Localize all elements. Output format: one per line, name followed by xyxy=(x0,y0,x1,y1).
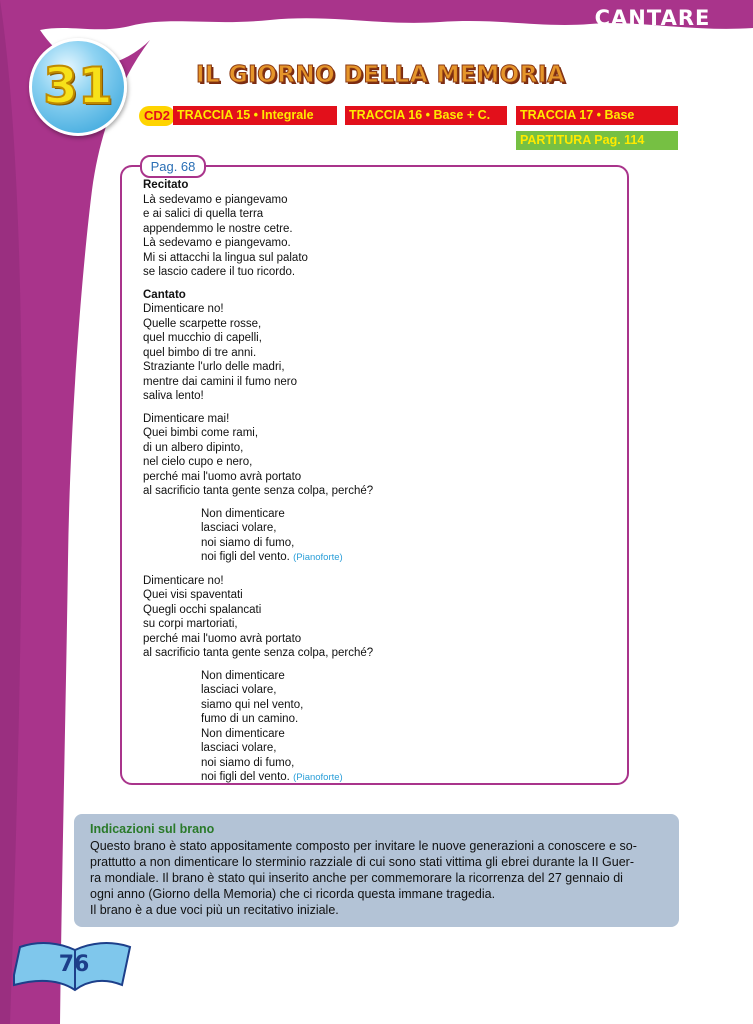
refrain-line: Non dimenticare xyxy=(201,669,285,682)
lyric-line: Quei visi spaventati xyxy=(143,589,243,601)
page-title: IL GIORNO DELLA MEMORIA xyxy=(196,62,566,88)
info-text xyxy=(90,838,670,918)
lyric-line: nel cielo cupo e nero, xyxy=(143,456,253,468)
lyric-line: Quelle scarpette rosse, xyxy=(143,317,262,330)
refrain-line: noi siamo di fumo, xyxy=(201,756,295,769)
lyric-line: perché mai l'uomo avrà portato xyxy=(143,632,302,645)
refrain-text: noi figli del vento. xyxy=(201,771,290,783)
lyric-line: quel bimbo di tre anni. xyxy=(143,346,257,359)
lyric-line: Dimenticare no! xyxy=(143,574,224,587)
refrain-line: fumo di un camino. xyxy=(201,713,299,725)
refrain-line: Non dimenticare xyxy=(201,507,285,520)
refrain-line xyxy=(143,550,373,566)
lyric-line: Dimenticare mai! xyxy=(143,412,230,425)
refrain-text: noi figli del vento. xyxy=(201,551,290,563)
lyric-line: quel mucchio di capelli, xyxy=(143,332,262,344)
info-line: prattutto a non dimenticare lo sterminio razziale di cui sono stati vittima gli ebrei durante la II Guer- xyxy=(90,855,635,869)
lyric-line: al sacrificio tanta gente senza colpa, perché? xyxy=(143,485,374,497)
page-number: 76 xyxy=(58,952,90,977)
info-title: Indicazioni sul brano xyxy=(90,822,215,836)
lyric-line: Dimenticare no! xyxy=(143,303,224,315)
track-17-tag: TRACCIA 17 • Base xyxy=(516,106,678,125)
track-16-tag: TRACCIA 16 • Base + C. xyxy=(345,106,507,125)
cantato-heading: Cantato xyxy=(143,288,186,301)
refrain-line: Non dimenticare xyxy=(201,727,285,740)
refrain-line: siamo qui nel vento, xyxy=(201,698,304,711)
lyric-line: mentre dai camini il fumo nero xyxy=(143,375,298,388)
lyric-line: appendemmo le nostre cetre. xyxy=(143,222,293,235)
info-line: Il brano è a due voci più un recitativo iniziale. xyxy=(90,903,339,917)
instrument-note: (Pianoforte) xyxy=(293,772,343,783)
lyric-line: di un albero dipinto, xyxy=(143,441,244,454)
lyric-line: Quegli occhi spalancati xyxy=(143,603,262,616)
unit-number: 31 xyxy=(43,57,113,115)
cd-label: CD2 xyxy=(139,106,175,126)
track-15-tag: TRACCIA 15 • Integrale xyxy=(173,106,337,125)
recitato-heading: Recitato xyxy=(143,179,189,191)
lyric-line: perché mai l'uomo avrà portato xyxy=(143,470,302,483)
lyric-line: Straziante l'urlo delle madri, xyxy=(143,361,285,373)
refrain-line: lasciaci volare, xyxy=(201,684,277,696)
lyric-line: Quei bimbi come rami, xyxy=(143,427,259,439)
info-line: Questo brano è stato appositamente composto per invitare le nuove generazioni a conoscere e so- xyxy=(90,839,637,853)
lyric-line: al sacrificio tanta gente senza colpa, perché? xyxy=(143,647,374,659)
lyric-line: se lascio cadere il tuo ricordo. xyxy=(143,266,296,278)
lyric-line: Là sedevamo e piangevamo. xyxy=(143,237,291,249)
refrain-line: lasciaci volare, xyxy=(201,522,277,534)
info-line: ra mondiale. Il brano è stato qui inserito anche per commemorare la ricorrenza del 27 gennaio di xyxy=(90,871,623,885)
lyric-line: e ai salici di quella terra xyxy=(143,208,264,220)
instrument-note: (Pianoforte) xyxy=(293,552,343,563)
score-tag: PARTITURA Pag. 114 xyxy=(516,131,678,150)
lyric-line: Mi si attacchi la lingua sul palato xyxy=(143,251,308,264)
refrain-line xyxy=(143,770,373,786)
refrain-line: lasciaci volare, xyxy=(201,742,277,754)
section-label: CANTARE xyxy=(594,6,711,30)
lyric-line: saliva lento! xyxy=(143,390,204,402)
lyric-line: Là sedevamo e piangevamo xyxy=(143,193,288,206)
info-line: ogni anno (Giorno della Memoria) che ci ricorda questa immane tragedia. xyxy=(90,887,496,901)
page-reference: Pag. 68 xyxy=(140,155,206,178)
refrain-line: noi siamo di fumo, xyxy=(201,536,295,549)
lyric-line: su corpi martoriati, xyxy=(143,618,238,630)
lyrics-text xyxy=(143,178,373,786)
